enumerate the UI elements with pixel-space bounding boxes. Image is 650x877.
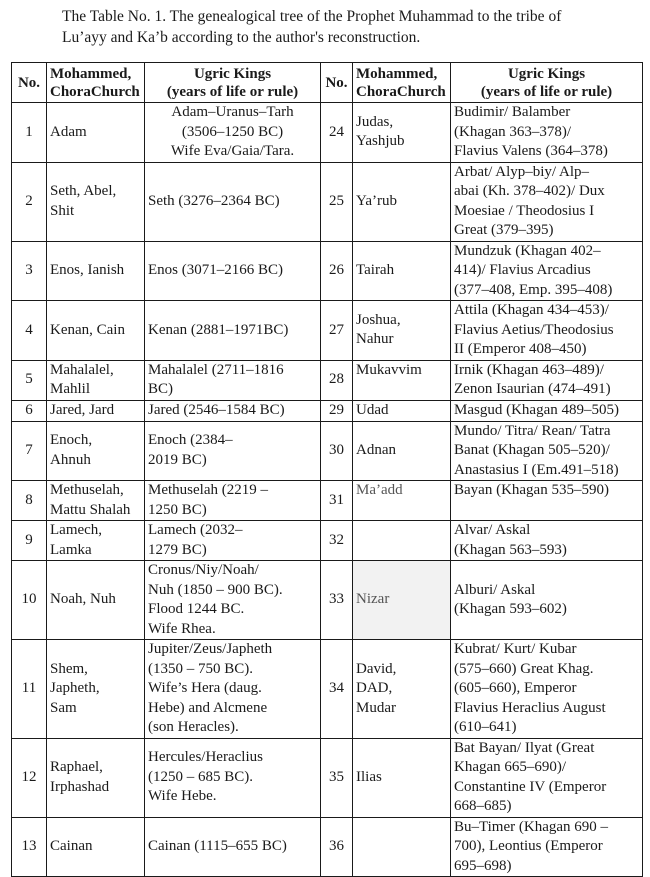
header-row — [12, 63, 643, 103]
mohammed-name-line: Sam — [50, 699, 77, 716]
mohammed-name-line: Mahlil — [50, 381, 90, 397]
ugric-king-line: Cainan (1115–655 BC) — [148, 838, 287, 854]
mohammed-name — [353, 817, 451, 877]
mohammed-name-line: Kenan, Cain — [50, 321, 125, 338]
row-number: 36 — [321, 817, 353, 877]
ugric-king-line: Bayan (Khagan 535–590) — [454, 482, 609, 498]
ugric-king-line: Attila (Khagan 434–453)/ — [454, 302, 609, 318]
ugric-king — [145, 360, 321, 400]
header-name: Mohammed, ChoraChurch — [353, 63, 451, 103]
header-name: Mohammed, ChoraChurch — [47, 63, 145, 103]
ugric-king-line: Kenan (2881–1971BC) — [148, 321, 289, 338]
ugric-king — [451, 421, 643, 481]
mohammed-name-line: Tairah — [356, 262, 395, 278]
ugric-king — [451, 561, 643, 640]
mohammed-name-line: David, — [356, 660, 397, 677]
mohammed-name-line: Enos, Ianish — [50, 262, 125, 278]
ugric-king-line: Hebe) and Alcmene — [148, 699, 268, 716]
mohammed-name — [47, 241, 145, 301]
mohammed-name-line: Irphashad — [50, 778, 110, 795]
ugric-king — [145, 640, 321, 739]
ugric-king-line: Flavius Aetius/Theodosius — [454, 321, 614, 338]
table-caption — [62, 6, 642, 48]
row-number: 30 — [321, 421, 353, 481]
row-number: 28 — [321, 360, 353, 400]
ugric-king-line: 700), Leontius (Emperor — [454, 838, 603, 854]
ugric-king-line: Bu–Timer (Khagan 690 – — [454, 818, 609, 835]
ugric-king-line: (575–660) Great Khag. — [454, 660, 594, 677]
mohammed-name — [47, 421, 145, 481]
mohammed-name — [353, 738, 451, 817]
ugric-king-line: Arbat/ Alyp–biy/ Alp– — [454, 163, 589, 180]
ugric-king-line: Mundzuk (Khagan 402– — [454, 242, 601, 259]
ugric-king-line: Adam–Uranus–Tarh — [171, 104, 294, 120]
row-number: 7 — [12, 421, 47, 481]
mohammed-name — [47, 521, 145, 561]
mohammed-name — [47, 162, 145, 241]
ugric-king-line: Great (379–395) — [454, 222, 554, 238]
ugric-king — [451, 360, 643, 400]
ugric-king — [145, 738, 321, 817]
header-king: Ugric Kings (years of life or rule) — [145, 63, 321, 103]
row-number: 9 — [12, 521, 47, 561]
row-number: 24 — [321, 103, 353, 163]
table-row — [12, 521, 643, 561]
ugric-king-line: Flood 1244 BC. — [148, 601, 245, 617]
row-number: 4 — [12, 301, 47, 361]
mohammed-name-line: Nizar — [356, 591, 390, 608]
row-number: 25 — [321, 162, 353, 241]
mohammed-name-line: Mattu Shalah — [50, 501, 131, 518]
ugric-king — [451, 241, 643, 301]
mohammed-name-line: Mukavvim — [356, 361, 422, 378]
ugric-king-line: 668–685) — [454, 798, 512, 814]
mohammed-name — [47, 561, 145, 640]
ugric-king — [145, 301, 321, 361]
mohammed-name-line: Seth, Abel, — [50, 183, 117, 199]
mohammed-name-line: Joshua, — [356, 311, 401, 328]
mohammed-name — [47, 817, 145, 877]
table-row — [12, 640, 643, 739]
table-row — [12, 162, 643, 241]
row-number: 11 — [12, 640, 47, 739]
ugric-king-line: Enoch (2384– — [148, 432, 233, 449]
mohammed-name-line: Cainan — [50, 838, 93, 854]
mohammed-name — [353, 421, 451, 481]
ugric-king — [451, 103, 643, 163]
ugric-king-line: (610–641) — [454, 719, 517, 735]
table-row — [12, 241, 643, 301]
row-number: 29 — [321, 400, 353, 421]
ugric-king-line: Alvar/ Askal — [454, 522, 531, 538]
ugric-king-line: (3506–1250 BC) — [181, 123, 284, 140]
row-number: 32 — [321, 521, 353, 561]
mohammed-name — [353, 521, 451, 561]
mohammed-name — [353, 162, 451, 241]
ugric-king-line: Anastasius I (Em.491–518) — [454, 461, 619, 478]
ugric-king-line: Wife’s Hera (daug. — [148, 680, 262, 696]
header-no: No. — [12, 63, 47, 103]
ugric-king — [451, 640, 643, 739]
table-row — [12, 421, 643, 481]
ugric-king-line: 1250 BC) — [148, 501, 207, 518]
ugric-king-line: (1350 – 750 BC). — [148, 660, 253, 677]
mohammed-name — [47, 360, 145, 400]
ugric-king-line: Wife Hebe. — [148, 788, 217, 805]
ugric-king-line: Wife Rhea. — [148, 620, 216, 637]
ugric-king-line: Cronus/Niy/Noah/ — [148, 562, 259, 578]
mohammed-name-line: Nahur — [356, 331, 394, 348]
mohammed-name-line: Judas, — [356, 113, 394, 130]
mohammed-name — [353, 103, 451, 163]
ugric-king — [451, 301, 643, 361]
mohammed-name — [353, 561, 451, 640]
ugric-king-line: Irnik (Khagan 463–489)/ — [454, 361, 604, 378]
ugric-king — [145, 421, 321, 481]
ugric-king — [145, 481, 321, 521]
mohammed-name-line: Lamech, — [50, 522, 103, 538]
ugric-king-line: (Khagan 593–602) — [454, 601, 567, 617]
mohammed-name-line: Methuselah, — [50, 482, 124, 498]
mohammed-name — [353, 400, 451, 421]
mohammed-name-line: Adnan — [356, 442, 396, 458]
table-row — [12, 738, 643, 817]
ugric-king-line: Flavius Heraclius August — [454, 699, 606, 716]
ugric-king-line: 2019 BC) — [148, 451, 207, 468]
ugric-king-line: Methuselah (2219 – — [148, 482, 268, 498]
ugric-king — [145, 817, 321, 877]
ugric-king — [145, 521, 321, 561]
ugric-king-line: Bat Bayan/ Ilyat (Great — [454, 739, 595, 756]
row-number: 27 — [321, 301, 353, 361]
row-number: 1 — [12, 103, 47, 163]
genealogy-table — [11, 62, 643, 877]
ugric-king-line: (son Heracles). — [148, 719, 239, 735]
mohammed-name-line: Ilias — [356, 768, 382, 785]
row-number: 2 — [12, 162, 47, 241]
row-number: 5 — [12, 360, 47, 400]
row-number: 33 — [321, 561, 353, 640]
mohammed-name — [353, 360, 451, 400]
ugric-king-line: Hercules/Heraclius — [148, 749, 263, 766]
mohammed-name — [47, 400, 145, 421]
mohammed-name — [47, 103, 145, 163]
mohammed-name — [353, 481, 451, 521]
ugric-king — [451, 521, 643, 561]
table-row — [12, 301, 643, 361]
caption-line: The Table No. 1. The genealogical tree of the Prophet Muhammad to the tribe of — [62, 8, 562, 25]
header-king: Ugric Kings (years of life or rule) — [451, 63, 643, 103]
ugric-king-line: Jupiter/Zeus/Japheth — [148, 641, 273, 657]
table-row — [12, 360, 643, 400]
row-number: 12 — [12, 738, 47, 817]
mohammed-name-line: Mudar — [356, 699, 396, 716]
mohammed-name-line: DAD, — [356, 680, 393, 696]
row-number: 13 — [12, 817, 47, 877]
ugric-king — [145, 162, 321, 241]
ugric-king — [451, 400, 643, 421]
mohammed-name — [47, 301, 145, 361]
ugric-king-line: 1279 BC) — [148, 541, 207, 558]
ugric-king-line: Khagan 665–690)/ — [454, 759, 567, 775]
mohammed-name-line: Shem, — [50, 660, 88, 677]
row-number: 8 — [12, 481, 47, 521]
table-row — [12, 400, 643, 421]
mohammed-name — [353, 640, 451, 739]
ugric-king-line: Flavius Valens (364–378) — [454, 143, 608, 159]
mohammed-name — [47, 640, 145, 739]
table-body — [12, 103, 643, 877]
ugric-king-line: 414)/ Flavius Arcadius — [454, 262, 591, 278]
ugric-king — [451, 481, 643, 521]
mohammed-name-line: Enoch, — [50, 432, 93, 449]
ugric-king-line: Jared (2546–1584 BC) — [148, 401, 285, 418]
mohammed-name-line: Yashjub — [356, 133, 405, 150]
ugric-king-line: Wife Eva/Gaia/Tara. — [170, 143, 295, 159]
ugric-king — [451, 738, 643, 817]
ugric-king — [145, 561, 321, 640]
caption-line: Lu’ayy and Ka’b according to the author's reconstruction. — [62, 29, 421, 46]
table-row — [12, 817, 643, 877]
ugric-king-line: Constantine IV (Emperor — [454, 778, 607, 795]
ugric-king — [145, 241, 321, 301]
row-number: 35 — [321, 738, 353, 817]
mohammed-name-line: Lamka — [50, 541, 92, 558]
table-row — [12, 103, 643, 163]
row-number: 10 — [12, 561, 47, 640]
ugric-king-line: II (Emperor 408–450) — [454, 341, 587, 357]
mohammed-name — [47, 481, 145, 521]
ugric-king-line: Masgud (Khagan 489–505) — [454, 401, 619, 418]
row-number: 31 — [321, 481, 353, 521]
ugric-king-line: (1250 – 685 BC). — [148, 768, 253, 785]
mohammed-name-line: Japheth, — [50, 680, 100, 696]
ugric-king-line: Budimir/ Balamber — [454, 104, 571, 120]
mohammed-name-line: Ahnuh — [50, 451, 91, 468]
mohammed-name-line: Ma’add — [356, 482, 403, 498]
ugric-king-line: (605–660), Emperor — [454, 680, 577, 696]
mohammed-name — [47, 738, 145, 817]
mohammed-name-line: Shit — [50, 202, 75, 219]
ugric-king-line: Banat (Khagan 505–520)/ — [454, 442, 610, 458]
mohammed-name-line: Noah, Nuh — [50, 591, 116, 608]
ugric-king — [145, 400, 321, 421]
ugric-king-line: Moesiae / Theodosius I — [454, 202, 595, 219]
row-number: 26 — [321, 241, 353, 301]
mohammed-name-line: Raphael, — [50, 759, 103, 775]
ugric-king-line: Enos (3071–2166 BC) — [148, 262, 283, 278]
ugric-king-line: Lamech (2032– — [148, 522, 243, 538]
ugric-king-line: Nuh (1850 – 900 BC). — [148, 581, 283, 598]
ugric-king-line: 695–698) — [454, 857, 512, 874]
header-no: No. — [321, 63, 353, 103]
ugric-king-line: (377–408, Emp. 395–408) — [454, 281, 613, 298]
mohammed-name — [353, 301, 451, 361]
mohammed-name-line: Jared, Jard — [50, 401, 115, 418]
ugric-king-line: Seth (3276–2364 BC) — [148, 192, 280, 209]
mohammed-name-line: Mahalalel, — [50, 361, 114, 378]
mohammed-name-line: Adam — [50, 123, 87, 140]
mohammed-name — [353, 241, 451, 301]
ugric-king-line: abai (Kh. 378–402)/ Dux — [454, 183, 605, 199]
ugric-king-line: BC) — [148, 381, 174, 397]
ugric-king — [145, 103, 321, 163]
ugric-king — [451, 817, 643, 877]
row-number: 34 — [321, 640, 353, 739]
table-row — [12, 481, 643, 521]
row-number: 6 — [12, 400, 47, 421]
ugric-king-line: Kubrat/ Kurt/ Kubar — [454, 641, 577, 657]
ugric-king-line: Zenon Isaurian (474–491) — [454, 381, 611, 397]
row-number: 3 — [12, 241, 47, 301]
ugric-king-line: Alburi/ Askal — [454, 581, 536, 598]
mohammed-name-line: Udad — [356, 401, 389, 418]
ugric-king — [451, 162, 643, 241]
table-row — [12, 561, 643, 640]
ugric-king-line: Mundo/ Titra/ Rean/ Tatra — [454, 422, 611, 439]
mohammed-name-line: Ya’rub — [356, 192, 397, 209]
ugric-king-line: (Khagan 563–593) — [454, 541, 567, 558]
ugric-king-line: Mahalalel (2711–1816 — [148, 361, 284, 378]
ugric-king-line: (Khagan 363–378)/ — [454, 123, 572, 140]
